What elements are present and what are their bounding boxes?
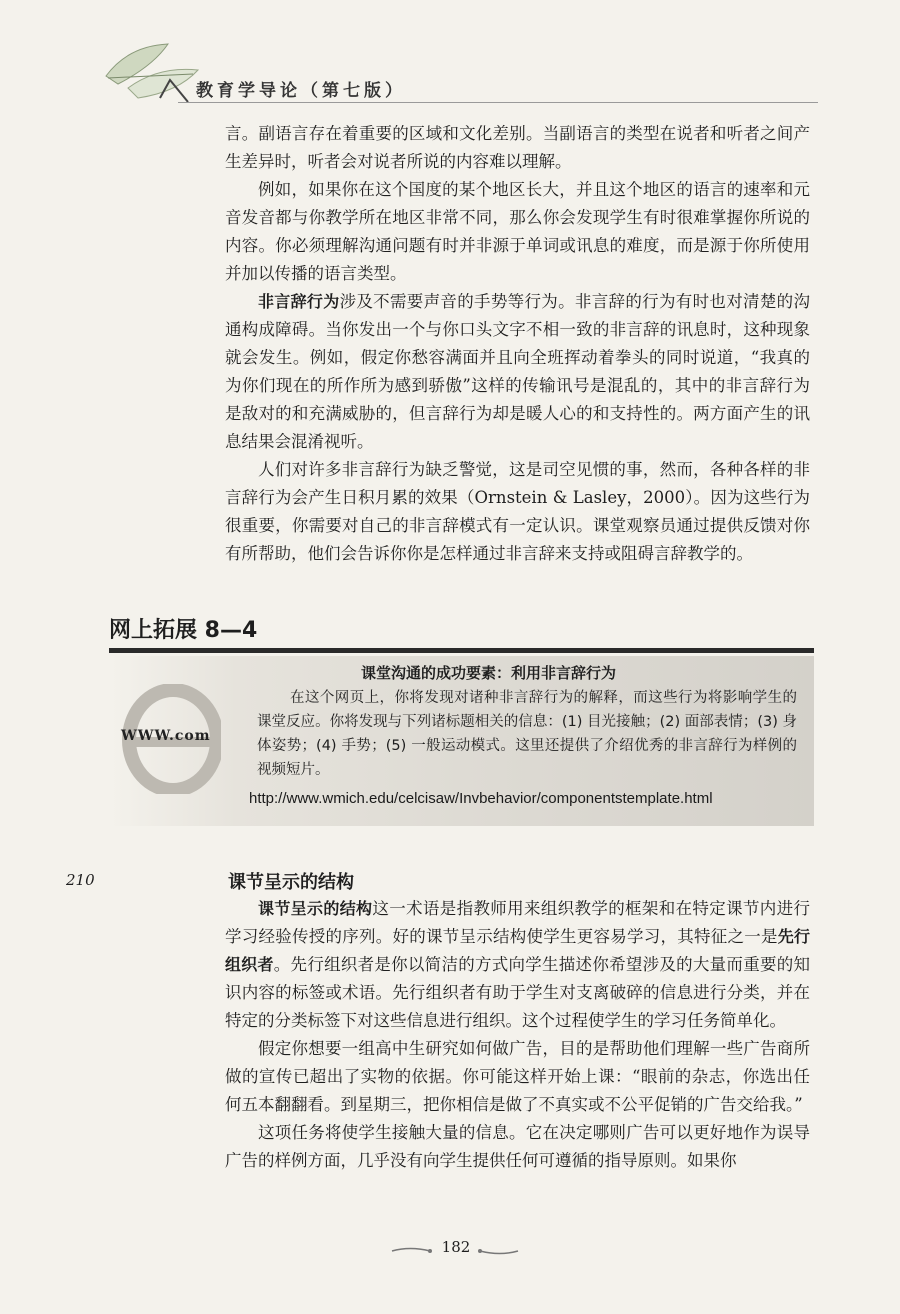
text-run: 。先行组织者是你以简洁的方式向学生描述你希望涉及的大量而重要的知识内容的标签或术语。先行组织者有助于学生对支离破碎的信息进行分类，并在特定的分类标签下对这些信息进行组织。这个过程使学生的学习任务简单化。 bbox=[225, 955, 810, 1030]
box-url-link[interactable]: http://www.wmich.edu/celcisaw/Invbehavior/componentstemplate.html bbox=[249, 790, 713, 807]
paragraph bbox=[225, 176, 810, 288]
body-text-top bbox=[225, 120, 810, 568]
text-run: 言。副语言存在着重要的区域和文化差别。当副语言的类型在说者和听者之间产生差异时，听者会对说者所说的内容难以理解。 bbox=[225, 124, 810, 171]
margin-page-number: 210 bbox=[66, 871, 95, 889]
page-number: 182 bbox=[436, 1238, 476, 1256]
paragraph bbox=[225, 1119, 810, 1175]
web-extension-box bbox=[109, 656, 814, 826]
subsection-heading: 课节呈示的结构 bbox=[228, 872, 354, 893]
section-rule bbox=[109, 648, 814, 653]
header-rule bbox=[178, 102, 818, 103]
paragraph bbox=[225, 895, 810, 1035]
bold-term: 先行组织者 bbox=[225, 927, 810, 974]
text-run: 这项任务将使学生接触大量的信息。它在决定哪则广告可以更好地作为误导广告的样例方面，几乎没有向学生提供任何可遵循的指导原则。如果你 bbox=[225, 1123, 810, 1170]
paragraph bbox=[225, 456, 810, 568]
text-run: 例如，如果你在这个国度的某个地区长大，并且这个地区的语言的速率和元音发音都与你教学所在地区非常不同，那么你会发现学生有时很难掌握你所说的内容。你必须理解沟通问题有时并非源于单词或讯息的难度，而是源于你所使用并加以传播的语言类型。 bbox=[225, 180, 810, 283]
bold-term: 非言辞行为 bbox=[258, 292, 340, 311]
paragraph bbox=[225, 120, 810, 176]
bold-term: 课节呈示的结构 bbox=[258, 899, 373, 918]
body-text-bottom bbox=[225, 895, 810, 1175]
box-paragraph: 在这个网页上，你将发现对诸种非言辞行为的解释，而这些行为将影响学生的课堂反应。你将发现与下列诸标题相关的信息：(1) 目光接触；(2) 面部表情；(3) 身体姿势；(4) 手势；(5) 一般运动模式。这里还提供了介绍优秀的非言辞行为样例的视频短片。 bbox=[257, 690, 797, 778]
box-title: 课堂沟通的成功要素：利用非言辞行为 bbox=[361, 664, 617, 682]
text-run: 假定你想要一组高中生研究如何做广告，目的是帮助他们理解一些广告商所做的宣传已超出了实物的依据。你可能这样开始上课：“眼前的杂志，你选出任何五本翻翻看。到星期三，把你相信是做了不真实或不公平促销的广告交给我。” bbox=[225, 1039, 810, 1114]
paragraph bbox=[225, 288, 810, 456]
www-logo-text: WWW.com bbox=[121, 728, 211, 744]
paragraph bbox=[225, 1035, 810, 1119]
text-run: 这一术语是指教师用来组织教学的框架和在特定课节内进行学习经验传授的序列。好的课节呈示结构使学生更容易学习，其特征之一是 bbox=[225, 899, 810, 946]
section-heading: 网上拓展 8—4 bbox=[109, 618, 258, 643]
running-title: 教育学导论（第七版） bbox=[196, 81, 406, 101]
text-run: 涉及不需要声音的手势等行为。非言辞的行为有时也对清楚的沟通构成障碍。当你发出一个与你口头文字不相一致的非言辞的讯息时，这种现象就会发生。例如，假定你愁容满面并且向全班挥动着拳头的同时说道，“我真的为你们现在的所作所为感到骄傲”这样的传输讯号是混乱的，其中的非言辞行为是敌对的和充满威胁的，但言辞行为却是暖人心的和支持性的。两方面产生的讯息结果会混淆视听。 bbox=[225, 292, 810, 451]
text-run: 人们对许多非言辞行为缺乏警觉，这是司空见惯的事，然而，各种各样的非言辞行为会产生日积月累的效果（Ornstein & Lasley，2000）。因为这些行为很重要，你需要对自己的非言辞模式有一定认识。课堂观察员通过提供反馈对你有所帮助，他们会告诉你你是怎样通过非言辞来支持或阻碍言辞教学的。 bbox=[225, 460, 810, 563]
box-body bbox=[257, 686, 797, 782]
leaf-ornament-icon bbox=[98, 36, 208, 106]
